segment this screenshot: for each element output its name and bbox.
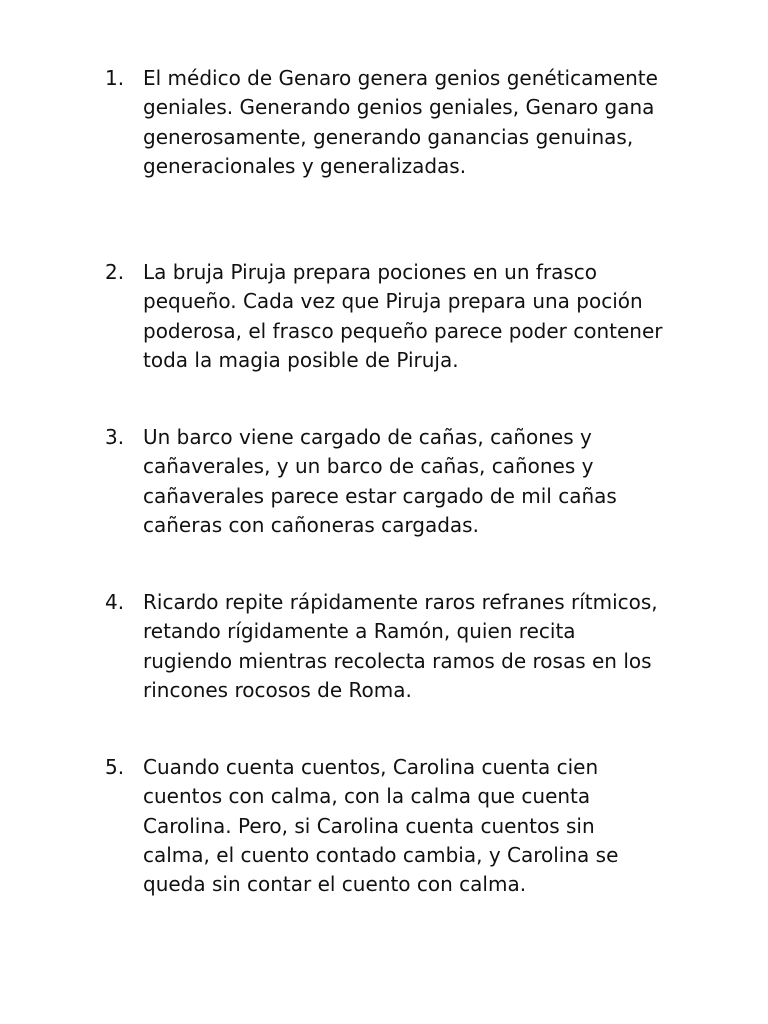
list-item — [105, 753, 685, 899]
list-item — [105, 423, 685, 540]
list-item — [105, 64, 685, 181]
item-text: Cuando cuenta cuentos, Carolina cuenta cien cuentos con calma, con la calma que cuenta Carolina. Pero, si Carolina cuenta cuentos sin calma, el cuento contado cambia, y Carolina se queda sin contar el cuento con calma. — [143, 755, 619, 897]
item-text: Un barco viene cargado de cañas, cañones y cañaverales, y un barco de cañas, cañones y cañaverales parece estar cargado de mil cañas cañeras con cañoneras cargadas. — [143, 425, 617, 537]
list-item — [105, 588, 685, 705]
item-number: 4. — [105, 590, 125, 614]
item-number: 2. — [105, 260, 125, 284]
item-text: La bruja Piruja prepara pociones en un frasco pequeño. Cada vez que Piruja prepara una poción poderosa, el frasco pequeño parece poder contener toda la magia posible de Piruja. — [143, 260, 663, 372]
item-text: El médico de Genaro genera genios genéticamente geniales. Generando genios geniales, Genaro gana generosamente, generando ganancias genuinas, generacionales y generalizadas. — [143, 66, 658, 178]
list-item — [105, 258, 685, 375]
item-number: 5. — [105, 755, 125, 779]
item-text: Ricardo repite rápidamente raros refranes rítmicos, retando rígidamente a Ramón, quien recita rugiendo mientras recolecta ramos de rosas en los rincones rocosos de Roma. — [143, 590, 658, 702]
item-number: 3. — [105, 425, 125, 449]
item-number: 1. — [105, 66, 125, 90]
